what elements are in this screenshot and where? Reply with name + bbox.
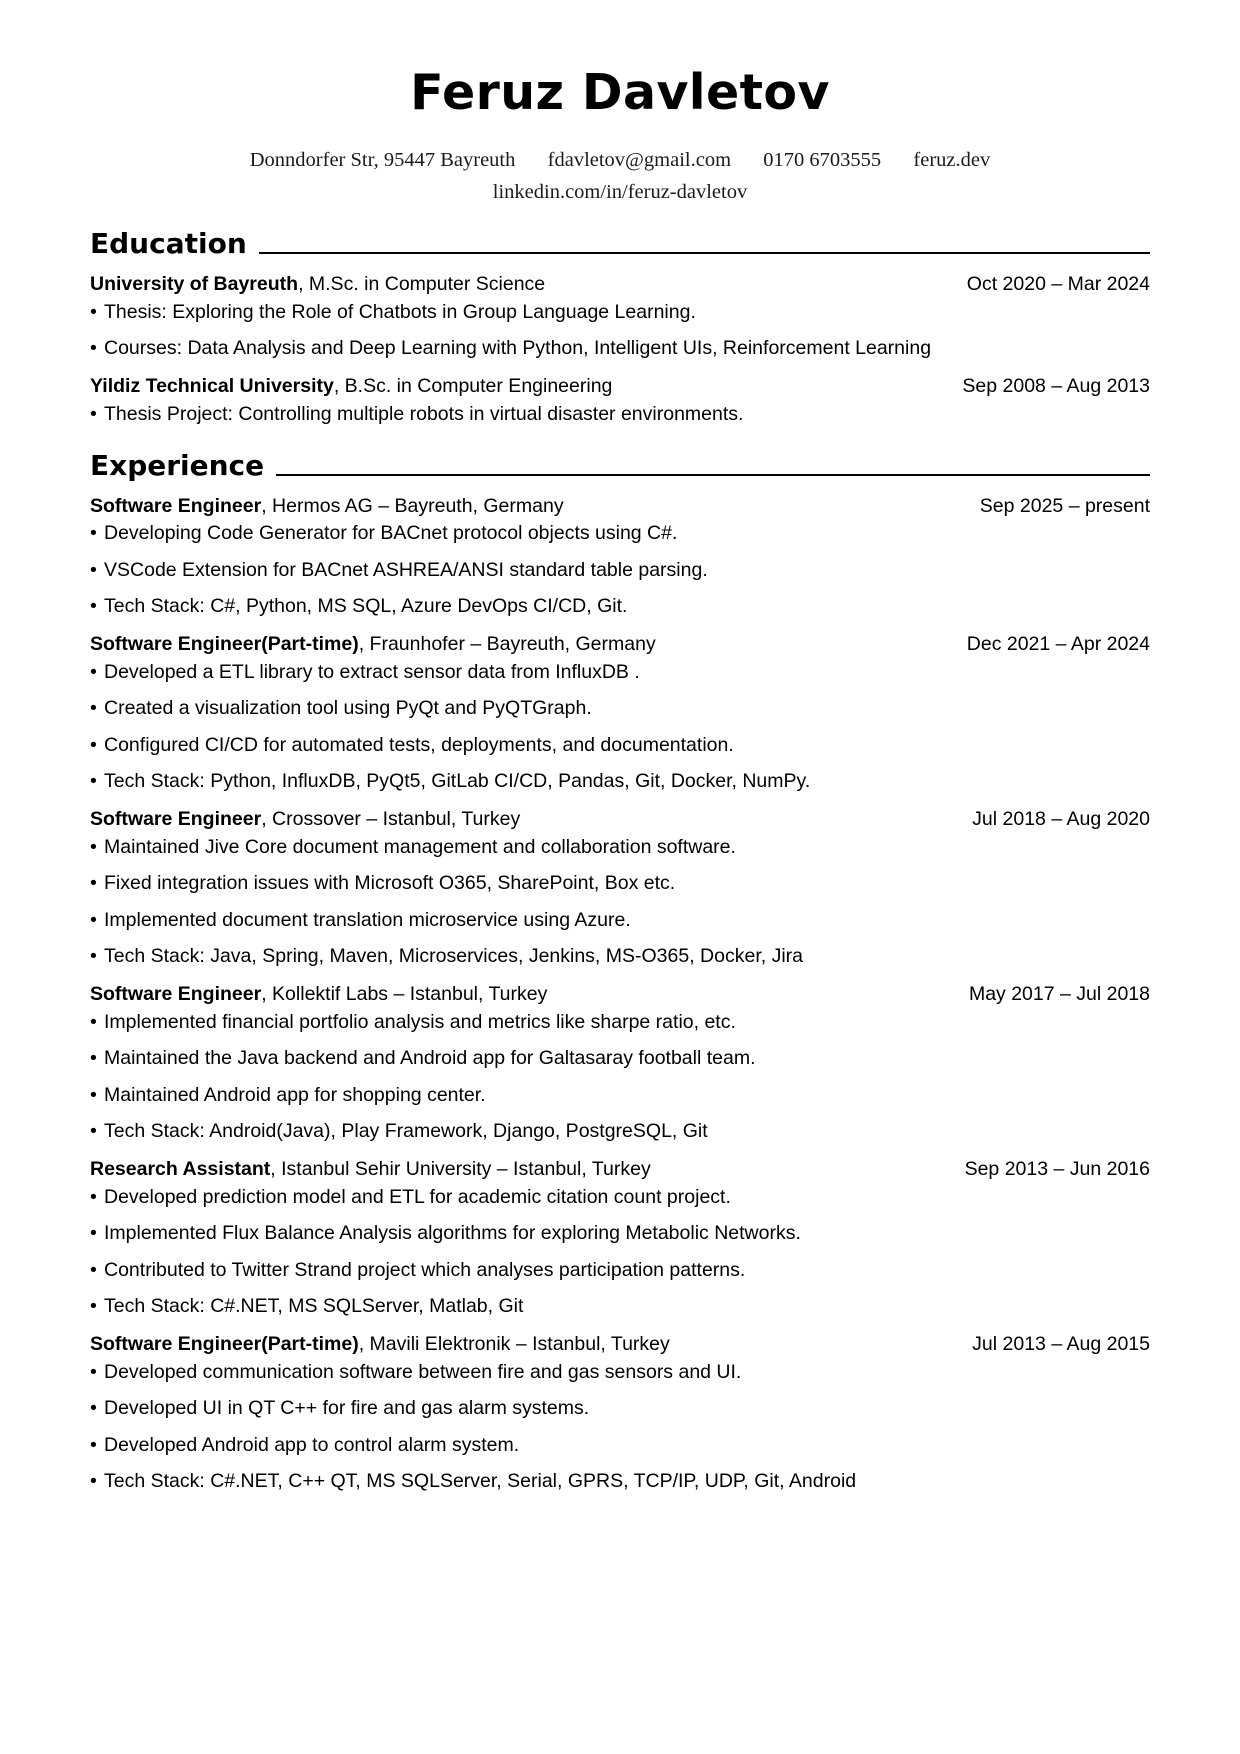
bullet-point-icon: •: [90, 1360, 97, 1383]
bullet-item: [90, 1184, 1150, 1210]
section-divider: [276, 474, 1150, 476]
entry-header: [90, 632, 1150, 658]
section-experience: [90, 451, 1150, 1494]
entry-bullet-list: [90, 1009, 1150, 1144]
bullet-point-icon: •: [90, 1047, 97, 1070]
resume-entry: [90, 807, 1150, 969]
bullet-point-icon: •: [90, 661, 97, 683]
entry-header: [90, 1332, 1150, 1358]
bullet-item: [90, 1293, 1150, 1319]
bullet-point-icon: •: [90, 1258, 97, 1281]
bullet-point-icon: •: [90, 1469, 97, 1492]
entry-bullet-list: [90, 834, 1150, 969]
entry-header: [90, 807, 1150, 833]
bullet-item: [90, 401, 1150, 427]
entry-role: , Crossover – Istanbul, Turkey: [261, 808, 521, 831]
resume-entry: [90, 1157, 1150, 1319]
bullet-point-icon: •: [90, 908, 97, 931]
contact-website[interactable]: feruz.dev: [913, 149, 991, 171]
entry-date: Jul 2018 – Aug 2020: [972, 808, 1150, 831]
entry-header: [90, 1157, 1150, 1183]
entry-date: Oct 2020 – Mar 2024: [966, 272, 1150, 295]
bullet-text: Developing Code Generator for BACnet protocol objects using C#.: [104, 522, 678, 545]
bullet-text: Maintained the Java backend and Android app for Galtasaray football team.: [104, 1047, 756, 1070]
bullet-item: [90, 1009, 1150, 1035]
contact-line-primary: [90, 117, 1150, 177]
entry-date: Sep 2013 – Jun 2016: [964, 1158, 1150, 1181]
bullet-point-icon: •: [90, 402, 97, 425]
entry-role: , Kollektif Labs – Istanbul, Turkey: [261, 983, 548, 1006]
bullet-item: [90, 1432, 1150, 1458]
entry-organization: Software Engineer(Part-time): [90, 1333, 359, 1356]
entry-header: [90, 272, 1150, 298]
entry-bullet-list: [90, 520, 1150, 619]
entry-role: , B.Sc. in Computer Engineering: [333, 375, 613, 398]
page-title: Feruz Davletov: [410, 64, 830, 121]
bullet-point-icon: •: [90, 697, 97, 720]
bullet-point-icon: •: [90, 1119, 97, 1142]
bullet-item: [90, 907, 1150, 933]
bullet-item: [90, 1395, 1150, 1421]
entry-bullet-list: [90, 659, 1150, 794]
bullet-text: Developed prediction model and ETL for academic citation count project.: [104, 1185, 731, 1208]
entry-role: , Istanbul Sehir University – Istanbul, Turkey: [270, 1158, 651, 1181]
bullet-point-icon: •: [90, 872, 97, 895]
entry-date: Sep 2025 – present: [979, 494, 1150, 517]
entry-heading-text: [90, 374, 944, 400]
entry-date: Jul 2013 – Aug 2015: [972, 1333, 1150, 1356]
bullet-item: [90, 335, 1150, 361]
bullet-item: [90, 732, 1150, 758]
entry-date: Sep 2008 – Aug 2013: [962, 375, 1150, 398]
bullet-text: Implemented financial portfolio analysis and metrics like sharpe ratio, etc.: [104, 1010, 736, 1033]
bullet-point-icon: •: [90, 835, 97, 858]
entry-heading-text: [90, 1332, 954, 1358]
bullet-text: Tech Stack: C#.NET, MS SQLServer, Matlab, Git: [104, 1294, 524, 1317]
section-header: [90, 227, 1150, 261]
entry-heading-text: [90, 982, 951, 1008]
bullet-item: [90, 1468, 1150, 1494]
contact-linkedin[interactable]: linkedin.com/in/feruz-davletov: [492, 180, 748, 203]
bullet-point-icon: •: [90, 594, 97, 617]
bullet-point-icon: •: [90, 1185, 97, 1208]
entry-bullet-list: [90, 299, 1150, 362]
resume-entry: [90, 374, 1150, 427]
entry-role: , Mavili Elektronik – Istanbul, Turkey: [358, 1333, 670, 1356]
entry-role: , Fraunhofer – Bayreuth, Germany: [358, 633, 656, 656]
bullet-text: Tech Stack: Java, Spring, Maven, Microservices, Jenkins, MS-O365, Docker, Jira: [104, 944, 804, 967]
entry-heading-text: [90, 494, 962, 520]
contact-email[interactable]: fdavletov@gmail.com: [547, 149, 732, 171]
bullet-text: Developed communication software between fire and gas sensors and UI.: [104, 1360, 742, 1383]
contact-line-secondary: [90, 177, 1150, 206]
bullet-text: Fixed integration issues with Microsoft O365, SharePoint, Box etc.: [104, 872, 676, 895]
bullet-text: VSCode Extension for BACnet ASHREA/ANSI standard table parsing.: [104, 558, 708, 581]
bullet-text: Implemented Flux Balance Analysis algorithms for exploring Metabolic Networks.: [104, 1222, 801, 1245]
entry-organization: University of Bayreuth: [90, 272, 299, 295]
bullet-point-icon: •: [90, 944, 97, 967]
entry-bullet-list: [90, 401, 1150, 427]
bullet-text: Developed UI in QT C++ for fire and gas alarm systems.: [104, 1397, 590, 1420]
bullet-item: [90, 659, 1150, 685]
bullet-point-icon: •: [90, 1397, 97, 1420]
entry-heading-text: [90, 1157, 947, 1183]
bullet-point-icon: •: [90, 300, 97, 323]
bullet-text: Tech Stack: Android(Java), Play Framework, Django, PostgreSQL, Git: [104, 1119, 708, 1142]
entry-bullet-list: [90, 1184, 1150, 1319]
bullet-text: Implemented document translation microservice using Azure.: [104, 908, 631, 931]
bullet-item: [90, 1118, 1150, 1144]
entry-date: May 2017 – Jul 2018: [968, 983, 1150, 1006]
section-header: [90, 449, 1150, 483]
bullet-point-icon: •: [90, 1010, 97, 1033]
bullet-point-icon: •: [90, 1083, 97, 1106]
section-title: Experience: [90, 449, 265, 483]
entry-heading-text: [90, 632, 949, 658]
bullet-text: Contributed to Twitter Strand project which analyses participation patterns.: [104, 1258, 746, 1281]
bullet-item: [90, 1257, 1150, 1283]
bullet-point-icon: •: [90, 769, 97, 792]
entry-heading-text: [90, 807, 954, 833]
bullet-item: [90, 768, 1150, 794]
section-title: Education: [90, 227, 247, 261]
entry-header: [90, 374, 1150, 400]
bullet-point-icon: •: [90, 522, 97, 545]
entry-header: [90, 494, 1150, 520]
resume-entry: [90, 982, 1150, 1144]
section-divider: [259, 252, 1150, 254]
bullet-point-icon: •: [90, 336, 97, 359]
bullet-item: [90, 695, 1150, 721]
bullet-item: [90, 834, 1150, 860]
bullet-text: Configured CI/CD for automated tests, deployments, and documentation.: [104, 733, 734, 756]
entry-organization: Software Engineer(Part-time): [90, 633, 359, 656]
entry-bullet-list: [90, 1359, 1150, 1494]
entry-organization: Yildiz Technical University: [90, 375, 334, 398]
bullet-text: Maintained Jive Core document management and collaboration software.: [104, 835, 736, 858]
bullet-point-icon: •: [90, 558, 97, 581]
bullet-point-icon: •: [90, 1294, 97, 1317]
bullet-text: Thesis Project: Controlling multiple robots in virtual disaster environments.: [104, 402, 744, 425]
entry-organization: Software Engineer: [90, 983, 262, 1006]
entry-organization: Research Assistant: [90, 1158, 271, 1181]
resume-entry: [90, 1332, 1150, 1494]
entry-role: , M.Sc. in Computer Science: [298, 272, 546, 295]
entry-organization: Software Engineer: [90, 494, 262, 517]
bullet-item: [90, 1220, 1150, 1246]
bullet-text: Developed Android app to control alarm system.: [104, 1433, 520, 1456]
bullet-text: Developed a ETL library to extract sensor data from InfluxDB .: [104, 661, 640, 683]
bullet-text: Tech Stack: C#, Python, MS SQL, Azure DevOps CI/CD, Git.: [104, 594, 628, 617]
bullet-point-icon: •: [90, 1433, 97, 1456]
contact-phone[interactable]: 0170 6703555: [763, 149, 882, 171]
entry-role: , Hermos AG – Bayreuth, Germany: [261, 494, 564, 517]
bullet-item: [90, 870, 1150, 896]
resume-entry: [90, 632, 1150, 794]
bullet-item: [90, 1359, 1150, 1385]
bullet-point-icon: •: [90, 733, 97, 756]
entry-organization: Software Engineer: [90, 808, 262, 831]
bullet-point-icon: •: [90, 1222, 97, 1245]
bullet-item: [90, 1045, 1150, 1071]
bullet-text: Tech Stack: Python, InfluxDB, PyQt5, GitLab CI/CD, Pandas, Git, Docker, NumPy.: [104, 769, 811, 792]
entry-date: Dec 2021 – Apr 2024: [966, 633, 1150, 656]
section-education: [90, 229, 1150, 427]
bullet-item: [90, 1082, 1150, 1108]
resume-entry: [90, 494, 1150, 620]
resume-entry: [90, 272, 1150, 361]
bullet-text: Tech Stack: C#.NET, C++ QT, MS SQLServer, Serial, GPRS, TCP/IP, UDP, Git, Android: [104, 1469, 857, 1492]
resume-sections: [90, 229, 1150, 1494]
contact-address: Donndorfer Str, 95447 Bayreuth: [249, 149, 516, 171]
bullet-item: [90, 943, 1150, 969]
bullet-item: [90, 593, 1150, 619]
bullet-item: [90, 557, 1150, 583]
entry-header: [90, 982, 1150, 1008]
bullet-text: Maintained Android app for shopping center.: [104, 1083, 486, 1106]
entry-heading-text: [90, 272, 949, 298]
bullet-text: Thesis: Exploring the Role of Chatbots in Group Language Learning.: [104, 300, 696, 323]
bullet-item: [90, 520, 1150, 546]
bullet-item: [90, 299, 1150, 325]
bullet-text: Created a visualization tool using PyQt and PyQTGraph.: [104, 697, 592, 720]
bullet-text: Courses: Data Analysis and Deep Learning with Python, Intelligent UIs, Reinforcement Learning: [104, 336, 932, 359]
